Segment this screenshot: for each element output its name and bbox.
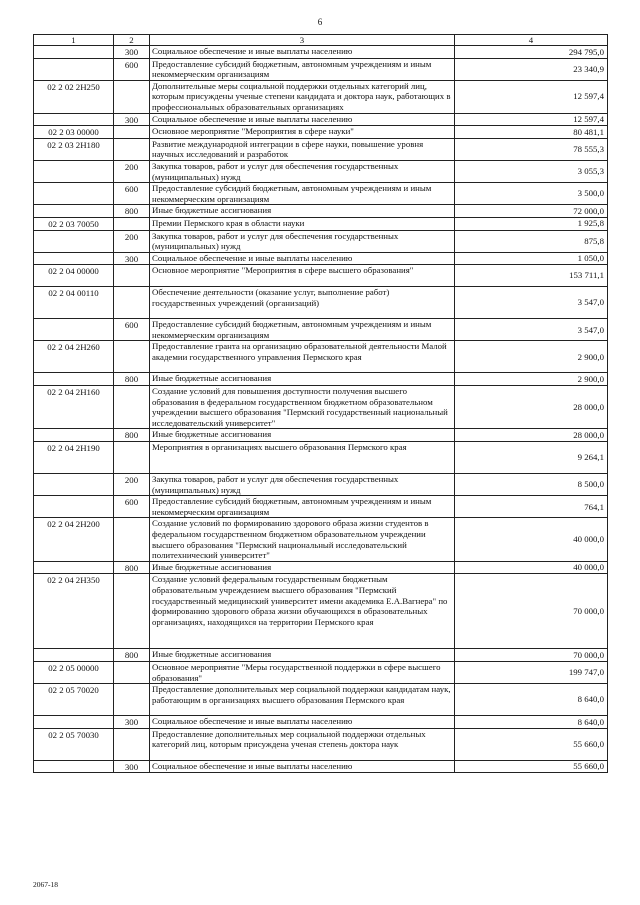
amount-cell: 2 900,0 — [455, 341, 608, 373]
header-row — [34, 35, 608, 46]
name-cell: Иные бюджетные ассигнования — [150, 649, 455, 662]
amount-cell: 8 640,0 — [455, 684, 608, 716]
amount-cell: 70 000,0 — [455, 649, 608, 662]
amount-cell: 2 900,0 — [455, 373, 608, 386]
expense-type-cell: 800 — [114, 429, 150, 442]
code-cell — [34, 113, 114, 126]
code-cell — [34, 58, 114, 80]
code-cell — [34, 46, 114, 59]
code-cell: 02 2 03 2Н180 — [34, 138, 114, 160]
table-row — [34, 138, 608, 160]
amount-cell: 78 555,3 — [455, 138, 608, 160]
code-cell: 02 2 05 00000 — [34, 661, 114, 683]
name-cell: Социальное обеспечение и иные выплаты населению — [150, 252, 455, 265]
amount-cell: 80 481,1 — [455, 126, 608, 139]
name-cell: Закупка товаров, работ и услуг для обеспечения государственных (муниципальных) нужд — [150, 474, 455, 496]
code-cell — [34, 205, 114, 218]
name-cell: Предоставление субсидий бюджетным, автономным учреждениям и иным некоммерческим организациям — [150, 58, 455, 80]
expense-type-cell: 600 — [114, 496, 150, 518]
code-cell: 02 2 04 00110 — [34, 287, 114, 319]
table-row — [34, 716, 608, 729]
expense-type-cell: 300 — [114, 252, 150, 265]
table-row — [34, 728, 608, 760]
code-cell: 02 2 03 70050 — [34, 217, 114, 230]
name-cell: Иные бюджетные ассигнования — [150, 429, 455, 442]
expense-type-cell — [114, 287, 150, 319]
amount-cell: 875,8 — [455, 230, 608, 252]
amount-cell: 3 547,0 — [455, 287, 608, 319]
table-row — [34, 319, 608, 341]
code-cell — [34, 561, 114, 574]
table-row — [34, 518, 608, 561]
amount-cell: 23 340,9 — [455, 58, 608, 80]
code-cell: 02 2 04 2Н200 — [34, 518, 114, 561]
amount-cell: 55 660,0 — [455, 760, 608, 773]
table-row — [34, 46, 608, 59]
name-cell: Основное мероприятие "Мероприятия в сфере высшего образования" — [150, 265, 455, 287]
name-cell: Иные бюджетные ассигнования — [150, 205, 455, 218]
code-cell — [34, 760, 114, 773]
name-cell: Предоставление дополнительных мер социальной поддержки кандидатам наук, работающим в организациях высшего образования Пермского края — [150, 684, 455, 716]
name-cell: Создание условий по формированию здорового образа жизни студентов в федеральном государственном бюджетном образовательном учреждении высшего образования "Пермский национальный исследовательский политехнический университет" — [150, 518, 455, 561]
expense-type-cell — [114, 80, 150, 113]
header-cell-4: 4 — [455, 35, 608, 46]
amount-cell: 153 711,1 — [455, 265, 608, 287]
code-cell: 02 2 05 70030 — [34, 728, 114, 760]
table-row — [34, 160, 608, 182]
amount-cell: 9 264,1 — [455, 442, 608, 474]
name-cell: Основное мероприятие "Мероприятия в сфере науки" — [150, 126, 455, 139]
code-cell: 02 2 05 70020 — [34, 684, 114, 716]
table-row — [34, 287, 608, 319]
table-row — [34, 661, 608, 683]
table-row — [34, 113, 608, 126]
amount-cell: 1 050,0 — [455, 252, 608, 265]
footer-code: 2067-18 — [33, 880, 58, 889]
expense-type-cell: 800 — [114, 561, 150, 574]
code-cell — [34, 319, 114, 341]
table-row — [34, 126, 608, 139]
amount-cell: 72 000,0 — [455, 205, 608, 218]
amount-cell: 294 795,0 — [455, 46, 608, 59]
amount-cell: 1 925,8 — [455, 217, 608, 230]
expense-type-cell: 600 — [114, 183, 150, 205]
name-cell: Обеспечение деятельности (оказание услуг, выполнение работ) государственных учреждений (организаций) — [150, 287, 455, 319]
expense-type-cell: 600 — [114, 319, 150, 341]
name-cell: Мероприятия в организациях высшего образования Пермского края — [150, 442, 455, 474]
amount-cell: 764,1 — [455, 496, 608, 518]
table-row — [34, 474, 608, 496]
table-row — [34, 649, 608, 662]
page-number: 6 — [317, 17, 323, 27]
table-body — [34, 35, 608, 773]
expense-type-cell — [114, 126, 150, 139]
expense-type-cell — [114, 265, 150, 287]
amount-cell: 3 547,0 — [455, 319, 608, 341]
table-row — [34, 252, 608, 265]
expense-type-cell — [114, 728, 150, 760]
expense-type-cell — [114, 138, 150, 160]
name-cell: Социальное обеспечение и иные выплаты населению — [150, 760, 455, 773]
code-cell: 02 2 04 2Н160 — [34, 386, 114, 429]
table-row — [34, 265, 608, 287]
header-cell-3: 3 — [150, 35, 455, 46]
expense-type-cell: 300 — [114, 716, 150, 729]
name-cell: Закупка товаров, работ и услуг для обеспечения государственных (муниципальных) нужд — [150, 160, 455, 182]
amount-cell: 12 597,4 — [455, 113, 608, 126]
amount-cell: 8 640,0 — [455, 716, 608, 729]
table-row — [34, 574, 608, 649]
expense-type-cell — [114, 386, 150, 429]
code-cell — [34, 183, 114, 205]
amount-cell: 3 055,3 — [455, 160, 608, 182]
expense-type-cell: 300 — [114, 113, 150, 126]
code-cell — [34, 716, 114, 729]
expense-type-cell — [114, 518, 150, 561]
code-cell — [34, 160, 114, 182]
name-cell: Предоставление субсидий бюджетным, автономным учреждениям и иным некоммерческим организациям — [150, 183, 455, 205]
table-row — [34, 429, 608, 442]
table-row — [34, 341, 608, 373]
table-row — [34, 684, 608, 716]
table-row — [34, 80, 608, 113]
amount-cell: 28 000,0 — [455, 386, 608, 429]
expense-type-cell: 200 — [114, 160, 150, 182]
name-cell: Предоставление гранта на организацию образовательной деятельности Малой академии государственного управления Пермского края — [150, 341, 455, 373]
expense-type-cell — [114, 684, 150, 716]
name-cell: Социальное обеспечение и иные выплаты населению — [150, 46, 455, 59]
expense-type-cell: 800 — [114, 373, 150, 386]
amount-cell: 70 000,0 — [455, 574, 608, 649]
name-cell: Предоставление субсидий бюджетным, автономным учреждениям и иным некоммерческим организациям — [150, 496, 455, 518]
amount-cell: 40 000,0 — [455, 518, 608, 561]
expense-type-cell: 300 — [114, 46, 150, 59]
table-row — [34, 386, 608, 429]
expense-type-cell: 200 — [114, 474, 150, 496]
code-cell — [34, 649, 114, 662]
table-row — [34, 58, 608, 80]
name-cell: Иные бюджетные ассигнования — [150, 561, 455, 574]
name-cell: Иные бюджетные ассигнования — [150, 373, 455, 386]
name-cell: Социальное обеспечение и иные выплаты населению — [150, 716, 455, 729]
budget-table — [33, 34, 608, 773]
name-cell: Предоставление субсидий бюджетным, автономным учреждениям и иным некоммерческим организациям — [150, 319, 455, 341]
expense-type-cell — [114, 661, 150, 683]
code-cell — [34, 373, 114, 386]
code-cell: 02 2 04 2Н350 — [34, 574, 114, 649]
table-row — [34, 373, 608, 386]
expense-type-cell — [114, 442, 150, 474]
code-cell: 02 2 04 2Н260 — [34, 341, 114, 373]
header-cell-1: 1 — [34, 35, 114, 46]
name-cell: Социальное обеспечение и иные выплаты населению — [150, 113, 455, 126]
code-cell — [34, 252, 114, 265]
code-cell: 02 2 03 00000 — [34, 126, 114, 139]
code-cell: 02 2 04 00000 — [34, 265, 114, 287]
amount-cell: 8 500,0 — [455, 474, 608, 496]
name-cell: Создание условий для повышения доступности получения высшего образования в федеральном государственном бюджетном образовательном учреждении высшего образования "Пермский государственный национальный исследовательский университет" — [150, 386, 455, 429]
code-cell — [34, 474, 114, 496]
amount-cell: 12 597,4 — [455, 80, 608, 113]
table-row — [34, 561, 608, 574]
name-cell: Основное мероприятие "Меры государственной поддержки в сфере высшего образования" — [150, 661, 455, 683]
code-cell — [34, 429, 114, 442]
code-cell — [34, 496, 114, 518]
expense-type-cell: 200 — [114, 230, 150, 252]
name-cell: Дополнительные меры социальной поддержки отдельных категорий лиц, которым присуждены ученые степени кандидата и доктора наук, работающих в профессиональных образовательных организациях — [150, 80, 455, 113]
table-row — [34, 217, 608, 230]
table-row — [34, 442, 608, 474]
table-row — [34, 496, 608, 518]
expense-type-cell: 600 — [114, 58, 150, 80]
expense-type-cell — [114, 574, 150, 649]
amount-cell: 40 000,0 — [455, 561, 608, 574]
code-cell — [34, 230, 114, 252]
name-cell: Премии Пермского края в области науки — [150, 217, 455, 230]
table-row — [34, 205, 608, 218]
code-cell: 02 2 04 2Н190 — [34, 442, 114, 474]
table-row — [34, 230, 608, 252]
amount-cell: 55 660,0 — [455, 728, 608, 760]
header-cell-2: 2 — [114, 35, 150, 46]
amount-cell: 28 000,0 — [455, 429, 608, 442]
expense-type-cell: 800 — [114, 649, 150, 662]
expense-type-cell — [114, 217, 150, 230]
expense-type-cell: 300 — [114, 760, 150, 773]
name-cell: Создание условий федеральным государственным бюджетным образовательным учреждением высшего образования "Пермский государственный медицинский университет имени академика Е.А.Вагнера" по формированию здорового образа жизни обучающихся в образовательных организациях, находящихся на территории Пермского края — [150, 574, 455, 649]
name-cell: Закупка товаров, работ и услуг для обеспечения государственных (муниципальных) нужд — [150, 230, 455, 252]
amount-cell: 3 500,0 — [455, 183, 608, 205]
name-cell: Развитие международной интеграции в сфере науки, повышение уровня научных исследований и разработок — [150, 138, 455, 160]
table-row — [34, 760, 608, 773]
expense-type-cell — [114, 341, 150, 373]
expense-type-cell: 800 — [114, 205, 150, 218]
table-row — [34, 183, 608, 205]
code-cell: 02 2 02 2Н250 — [34, 80, 114, 113]
amount-cell: 199 747,0 — [455, 661, 608, 683]
name-cell: Предоставление дополнительных мер социальной поддержки отдельных категорий лиц, которым присуждена ученая степень доктора наук — [150, 728, 455, 760]
